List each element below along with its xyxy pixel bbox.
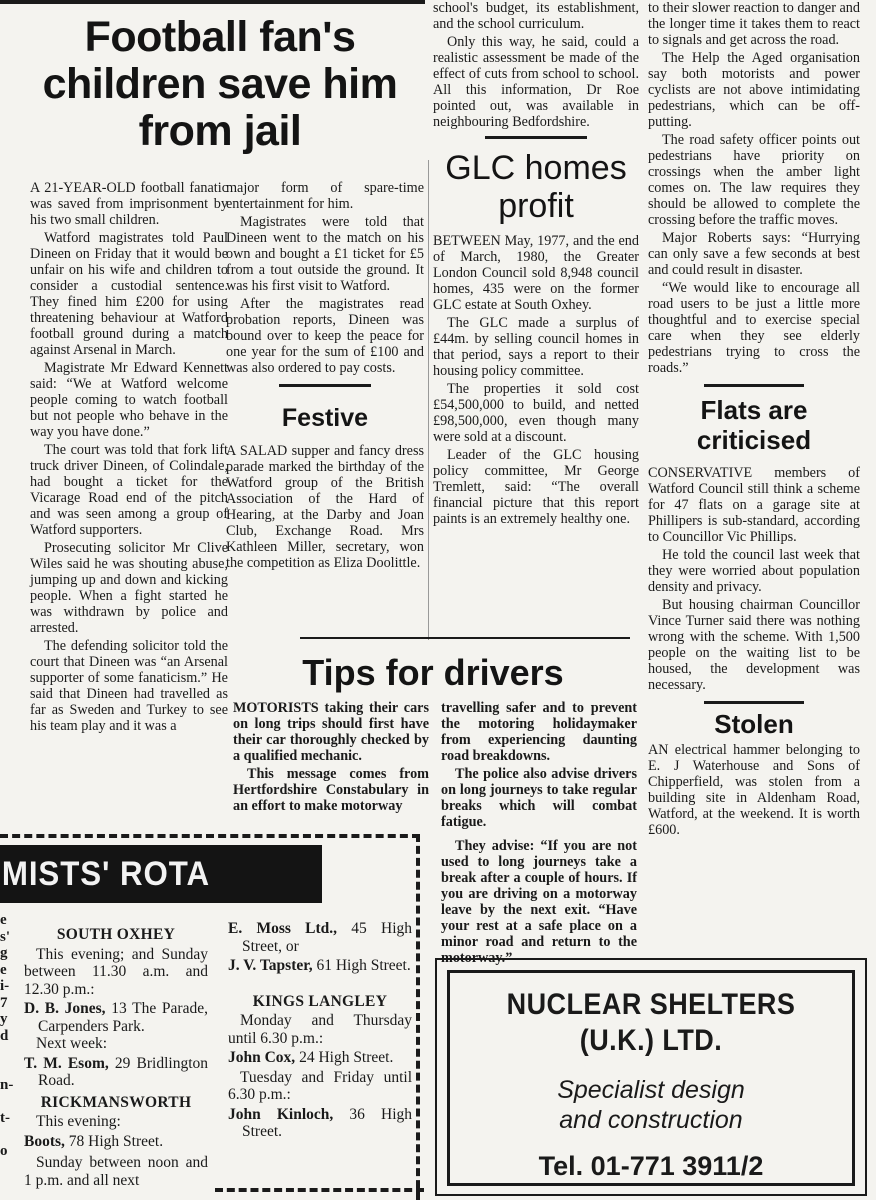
chemist-address: 61 High Street. [316,957,411,974]
football-paragraph: The court was told that fork lift truck driver Dineen, of Colindale, had bought a ticket for the Vicarage Road end of the pitch and was seen among a group of Watford supporters. [30,442,228,538]
chemist-address: 78 High Street. [68,1132,164,1150]
tips-column-2 [441,700,637,966]
stolen-paragraph: AN electrical hammer belonging to E. J Waterhouse and Sons of Chipperfield, was stolen from a building site in Aldenham Road, Watford, at the weekend. It is worth £600. [648,742,860,838]
tips-paragraph: This message comes from Hertfordshire Constabulary in an effort to make motorway [233,766,429,814]
flats-paragraph: He told the council last week that they were worried about population density and privacy. [648,547,860,595]
chemist-name: E. Moss Ltd., [228,920,338,937]
rota-hours: Monday and Thursday until 6.30 p.m.: [228,1012,412,1047]
school-paragraph: Only this way, he said, could a realistic assessment be made of the effect of cuts from school to school. All this information, Dr Roe pointed out, was available in neighbouring Bedfordshire. [433,34,639,130]
pedestrians-paragraph: to their slower reaction to danger and the longer time it takes them to react to signals and get across the road. [648,0,860,48]
football-paragraph: major form of spare-time entertainment for him. [226,180,424,212]
ad-company-line: (U.K.) LTD. [579,1024,723,1057]
rota-hours: This evening; and Sunday between 11.30 a.m. and 12.30 p.m.: [24,945,208,998]
ad-company-name [470,987,832,1059]
festive-headline: Festive [281,404,369,432]
nuclear-shelters-ad [435,958,867,1196]
rota-area-rickmansworth: RICKMANSWORTH [40,1093,192,1111]
glc-column [433,0,639,527]
football-paragraph: The defending solicitor told the court that Dineen was “an Arsenal supporter of some fanaticism.” He said that Dineen had travelled as far as Sweden and Turkey to see his team play and it was a [30,638,228,734]
chemist-name: John Cox, [228,1049,296,1066]
section-rule [300,637,630,639]
rota-hours: Tuesday and Friday until 6.30 p.m.: [228,1068,412,1103]
rota-entry [24,1133,208,1151]
pedestrians-paragraph: “We would like to encourage all road users to be just a little more thoughtful and to exercise special care when they see elderly pedestrians trying to cross the roads.” [648,280,860,376]
chemist-address: 24 High Street. [299,1049,394,1066]
rota-title: MISTS' ROTA [1,854,210,893]
rota-entry [24,1055,208,1090]
pedestrians-paragraph: The road safety officer points out pedestrians have priority on crossings when the amber light comes on. The law requires they should be allowed to complete the crossing before the traffic moves. [648,132,860,228]
tips-paragraph: travelling safer and to prevent the motoring holidaymaker from experiencing daunting road breakdowns. [441,700,637,764]
section-rule [704,384,804,387]
ad-inner-frame [447,970,855,1186]
school-paragraph: school's budget, its establishment, and the school curriculum. [433,0,639,32]
right-column [648,0,860,838]
rota-column-1 [24,922,208,1189]
chemist-name: J. V. Tapster, [228,957,313,974]
rota-box-bottom [215,1188,424,1192]
section-rule [279,384,371,387]
chemist-name: T. M. Esom, [24,1054,109,1072]
rota-hours: Next week: [36,1035,108,1052]
stolen-headline: Stolen [714,709,794,739]
festive-paragraph: A SALAD supper and fancy dress parade marked the birthday of the Watford group of the British Association of the Hard of Hearing, at the Darby and Joan Club, Exchange Road. Mrs Kathleen Miller, secretary, won the competition as Eliza Doolittle. [226,443,424,571]
rota-entry [228,957,412,975]
column-divider [428,160,429,640]
football-lead: A 21-YEAR-OLD football fanatic was saved from imprisonment by his two small children. [30,180,228,228]
football-column-1 [30,180,228,734]
glc-paragraph: The GLC made a surplus of £44m. by selling council homes in that period, says a report to their housing policy committee. [433,315,639,379]
flats-headline: Flats are criticised [696,395,812,455]
tips-paragraph: They advise: “If you are not used to long journeys take a break after a couple of hours. If you are driving on a motorway leave by the next exit. “Have your rest at a safe place on a minor road and return to the motorway.” [441,838,637,966]
football-headline: Football fan's children save him from jail [42,13,398,155]
rota-entry [24,1000,208,1035]
glc-paragraph: Leader of the GLC housing policy committee, Mr George Tremlett, said: “The overall financial picture that this report paints is an extremely healthy one. [433,447,639,527]
football-paragraph: After the magistrates read probation reports, Dineen was bound over to keep the peace for one year for the sum of £100 and was also ordered to pay costs. [226,296,424,376]
ad-company-line: NUCLEAR SHELTERS [506,988,796,1021]
tips-column-1 [233,700,429,814]
tips-paragraph: MOTORISTS taking their cars on long trips should first have their car thoroughly checked by a qualified mechanic. [233,700,429,764]
rota-entry [228,1106,412,1141]
football-paragraph: Watford magistrates told Paul Dineen on Friday that it would be unfair on his wife and children to consider a custodial sentence. They fined him £200 for using threatening behaviour at Watford football ground during a match against Arsenal in March. [30,230,228,358]
football-paragraph: Prosecuting solicitor Mr Clive Wiles said he was shouting abuse, jumping up and down and kicking people. When a fight started he was withdrawn by police and arrested. [30,540,228,636]
edge-fragment: e s' g e i- 7 y d n- t- o [0,912,14,1159]
football-paragraph: Magistrate Mr Edward Kennett said: “We at Watford welcome people coming to watch football but not people who behave in the way you have done.” [30,360,228,440]
football-paragraph: Magistrates were told that Dineen went to the match on his own and bought a £1 ticket for £5 from a tout outside the ground. It was his first visit to Watford. [226,214,424,294]
rota-hours: This evening: [36,1113,121,1130]
chemist-name: John Kinloch, [228,1105,334,1123]
section-rule [485,136,587,139]
glc-paragraph: The properties it sold cost £54,500,000 to build, and netted £98,500,000, even though many were sold at a discount. [433,381,639,445]
rota-entry [228,1049,412,1067]
tips-paragraph: The police also advise drivers on long journeys to take regular breaks which will combat fatigue. [441,766,637,830]
chemist-name: D. B. Jones, [24,1000,106,1017]
ad-phone: Tel. 01-771 3911/2 [538,1151,764,1181]
rota-area-south-oxhey: SOUTH OXHEY [56,926,176,943]
chemist-address: 45 High Street, or [242,920,413,955]
glc-paragraph: BETWEEN May, 1977, and the end of March, 1980, the Greater London Council sold 8,948 council homes, 435 were on the former GLC estate at South Oxhey. [433,233,639,313]
tips-headline: Tips for drivers [302,652,564,693]
section-rule [704,701,804,704]
pedestrians-paragraph: Major Roberts says: “Hurrying can only save a few seconds at best and could result in disaster. [648,230,860,278]
football-column-2 [226,180,424,571]
top-rule [0,0,425,4]
rota-banner [0,845,322,903]
ad-tagline-line: and construction [559,1106,743,1134]
chemist-address: 36 High Street. [242,1105,413,1140]
rota-entry [228,920,412,955]
chemist-address: 13 The Parade, Carpenders Park. [38,1000,208,1035]
ad-tagline-line: Specialist design [557,1076,745,1104]
ad-tagline [450,1075,852,1135]
glc-headline: GLC homes profit [445,149,627,225]
flats-paragraph: But housing chairman Councillor Vince Turner said there was nothing wrong with the scheme. With 1,500 people on the waiting list to be housed, the development was necessary. [648,597,860,693]
flats-paragraph: CONSERVATIVE members of Watford Council still think a scheme for 47 flats on a garage site at Phillipers is sub-standard, according to Councillor Vic Phillips. [648,465,860,545]
pedestrians-paragraph: The Help the Aged organisation say both motorists and power cyclists are not above intimidating pedestrians, which can be off-putting. [648,50,860,130]
chemist-address: 29 Bridlington Road. [38,1054,208,1089]
chemist-name: Boots, [24,1132,65,1150]
rota-hours: Sunday between noon and 1 p.m. and all next [24,1154,208,1189]
rota-column-2 [228,918,412,1141]
rota-area-kings-langley: KINGS LANGLEY [252,992,388,1010]
